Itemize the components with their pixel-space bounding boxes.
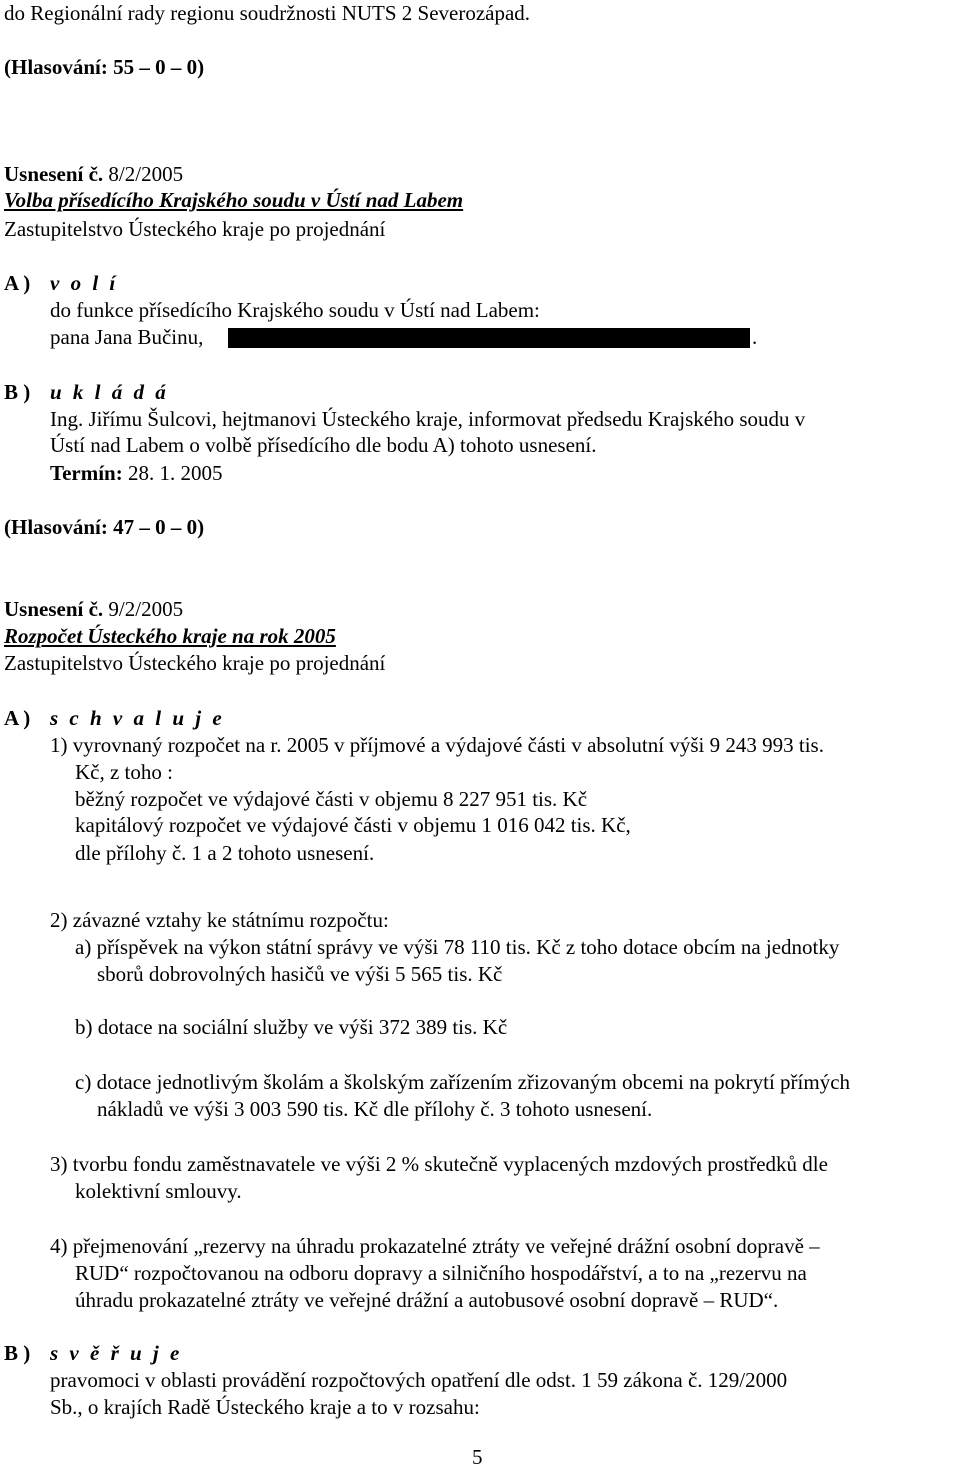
section-label: A ) bbox=[4, 706, 31, 730]
text-line: 2) závazné vztahy ke státnímu rozpočtu: bbox=[50, 908, 389, 932]
resolution-title: Volba přísedícího Krajského soudu v Ústí nad Labem bbox=[4, 188, 464, 212]
text-line: pana Jana Bučinu, bbox=[50, 325, 204, 349]
vote-result: (Hlasování: 55 – 0 – 0) bbox=[4, 55, 205, 79]
text-line: běžný rozpočet ve výdajové části v objemu 8 227 951 tis. Kč bbox=[75, 787, 588, 811]
resolution-id: 8/2/2005 bbox=[103, 162, 184, 186]
vote-result: (Hlasování: 47 – 0 – 0) bbox=[4, 515, 205, 539]
text-line: Ing. Jiřímu Šulcovi, hejtmanovi Ústeckého kraje, informovat předsedu Krajského soudu v bbox=[50, 407, 806, 431]
text-line: kapitálový rozpočet ve výdajové části v objemu 1 016 042 tis. Kč, bbox=[75, 813, 631, 837]
text-line: RUD“ rozpočtovanou na odboru dopravy a silničního hospodářství, a to na „rezervu na bbox=[75, 1261, 807, 1285]
text-line: c) dotace jednotlivým školám a školským zařízením zřizovaným obcemi na pokrytí přímých bbox=[75, 1070, 851, 1094]
resolution-label: Usnesení č. bbox=[4, 162, 104, 186]
text-line: 1) vyrovnaný rozpočet na r. 2005 v příjmové a výdajové části v absolutní výši 9 243 993 tis. bbox=[50, 733, 824, 757]
text-line: Kč, z toho : bbox=[75, 760, 173, 784]
section-verb: s c h v a l u j e bbox=[50, 706, 225, 730]
resolution-id: 9/2/2005 bbox=[103, 597, 184, 621]
text-line: 3) tvorbu fondu zaměstnavatele ve výši 2 % skutečně vyplacených mzdových prostředků dle bbox=[50, 1152, 828, 1176]
resolution-intro: Zastupitelstvo Ústeckého kraje po projednání bbox=[4, 217, 386, 241]
text-line: . bbox=[752, 325, 758, 349]
deadline bbox=[50, 463, 222, 484]
text-line: dle přílohy č. 1 a 2 tohoto usnesení. bbox=[75, 841, 375, 865]
resolution-label: Usnesení č. bbox=[4, 597, 104, 621]
resolution-intro: Zastupitelstvo Ústeckého kraje po projednání bbox=[4, 651, 386, 675]
section-verb: v o l í bbox=[50, 271, 119, 295]
redaction-bar bbox=[228, 328, 750, 348]
resolution-number bbox=[4, 164, 183, 185]
text-line: b) dotace na sociální služby ve výši 372 389 tis. Kč bbox=[75, 1015, 508, 1039]
text-line: kolektivní smlouvy. bbox=[75, 1179, 242, 1203]
resolution-number bbox=[4, 599, 183, 620]
text-line: úhradu prokazatelné ztráty ve veřejné drážní a autobusové osobní dopravě – RUD“. bbox=[75, 1288, 779, 1312]
text-line: sborů dobrovolných hasičů ve výši 5 565 tis. Kč bbox=[97, 962, 503, 986]
section-verb: u k l á d á bbox=[50, 380, 169, 404]
page-number: 5 bbox=[472, 1445, 483, 1469]
text-line: Ústí nad Labem o volbě přísedícího dle bodu A) tohoto usnesení. bbox=[50, 433, 597, 457]
text-line: Sb., o krajích Radě Ústeckého kraje a to v rozsahu: bbox=[50, 1395, 480, 1419]
deadline-label: Termín: bbox=[50, 461, 123, 485]
resolution-title: Rozpočet Ústeckého kraje na rok 2005 bbox=[4, 624, 336, 648]
text-line: do Regionální rady regionu soudržnosti NUTS 2 Severozápad. bbox=[4, 1, 531, 25]
text-line: nákladů ve výši 3 003 590 tis. Kč dle přílohy č. 3 tohoto usnesení. bbox=[97, 1097, 653, 1121]
section-label: A ) bbox=[4, 271, 31, 295]
text-line: do funkce přísedícího Krajského soudu v Ústí nad Labem: bbox=[50, 298, 540, 322]
deadline-value: 28. 1. 2005 bbox=[122, 461, 223, 485]
section-verb: s v ě ř u j e bbox=[50, 1341, 183, 1365]
text-line: a) příspěvek na výkon státní správy ve výši 78 110 tis. Kč z toho dotace obcím na jednotky bbox=[75, 935, 840, 959]
text-line: pravomoci v oblasti provádění rozpočtových opatření dle odst. 1 59 zákona č. 129/2000 bbox=[50, 1368, 788, 1392]
section-label: B ) bbox=[4, 380, 31, 404]
text-line: 4) přejmenování „rezervy na úhradu prokazatelné ztráty ve veřejné drážní osobní dopravě – bbox=[50, 1234, 820, 1258]
section-label: B ) bbox=[4, 1341, 31, 1365]
